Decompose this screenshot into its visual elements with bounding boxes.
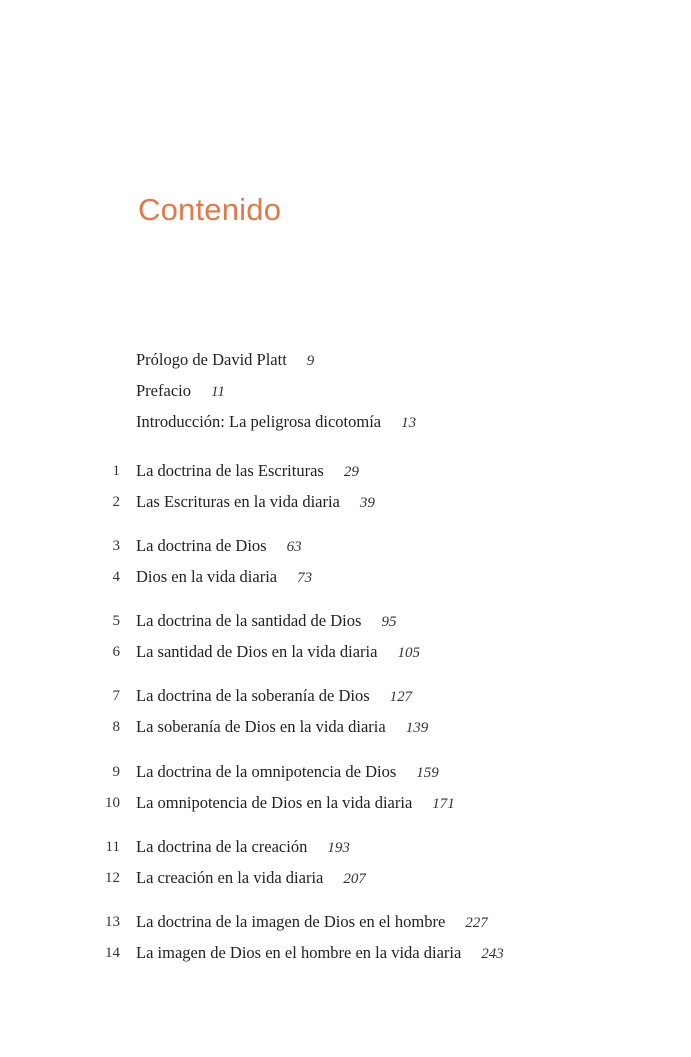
chapter-number: 8	[112, 719, 120, 735]
toc-entry-label: La doctrina de la creación 193	[136, 837, 350, 856]
toc-page-number: 95	[381, 614, 397, 630]
toc-entry-label: La doctrina de la omnipotencia de Dios 159	[136, 762, 439, 781]
toc-page-number: 227	[465, 915, 488, 931]
toc-page-number: 243	[481, 946, 504, 962]
chapter-number: 12	[105, 870, 120, 886]
toc-page-number: 73	[297, 570, 313, 586]
toc-page-number: 9	[306, 353, 315, 369]
chapter-number: 7	[112, 688, 120, 704]
toc-entry-label: La imagen de Dios en el hombre en la vida diaria 243	[136, 943, 504, 962]
toc-page-number: 11	[210, 384, 225, 400]
chapter-number: 11	[105, 839, 120, 855]
toc-entry-label: La doctrina de las Escrituras 29	[136, 461, 359, 480]
toc-page-number: 105	[397, 645, 420, 661]
toc-page-number: 207	[343, 871, 366, 887]
page-title: Contenido	[138, 192, 282, 227]
chapter-number: 1	[112, 463, 120, 479]
chapter-number: 10	[105, 795, 120, 811]
toc-page-number: 39	[359, 495, 375, 511]
chapter-number: 6	[112, 644, 120, 660]
toc-entry-label: Las Escrituras en la vida diaria 39	[136, 492, 375, 511]
toc-page-number: 193	[327, 840, 350, 856]
toc-entry-label: Prefacio 11	[136, 381, 225, 400]
toc-entry-label: Dios en la vida diaria 73	[136, 567, 313, 586]
chapter-number: 9	[112, 764, 120, 780]
toc-entry-label: La soberanía de Dios en la vida diaria 139	[136, 717, 429, 736]
toc-entry-label: La doctrina de la soberanía de Dios 127	[136, 686, 413, 705]
toc-page-number: 139	[405, 720, 429, 736]
toc-entry-label: Introducción: La peligrosa dicotomía 13	[136, 412, 417, 431]
chapter-number: 4	[112, 569, 120, 585]
toc-page-number: 63	[286, 539, 302, 555]
chapter-number: 5	[112, 613, 120, 629]
toc-entry-label: La doctrina de la imagen de Dios en el hombre 227	[136, 912, 488, 931]
toc-page-number: 171	[432, 796, 455, 812]
chapter-number: 13	[105, 914, 120, 930]
toc-page-number: 29	[343, 464, 359, 480]
chapter-number: 3	[112, 538, 120, 554]
chapter-number: 2	[112, 494, 120, 510]
toc-page-number: 159	[416, 765, 439, 781]
toc-page-number: 13	[401, 415, 417, 431]
toc-entry-label: La creación en la vida diaria 207	[136, 868, 366, 887]
toc-entry-label: La santidad de Dios en la vida diaria 105	[136, 642, 420, 661]
toc-entry-label: La doctrina de la santidad de Dios 95	[136, 611, 397, 630]
toc-page-number: 127	[389, 689, 413, 705]
toc-entry-label: Prólogo de David Platt 9	[136, 350, 315, 369]
toc-entry-label: La doctrina de Dios 63	[136, 536, 302, 555]
chapter-number: 14	[105, 945, 120, 961]
toc-entry-label: La omnipotencia de Dios en la vida diaria 171	[136, 793, 455, 812]
